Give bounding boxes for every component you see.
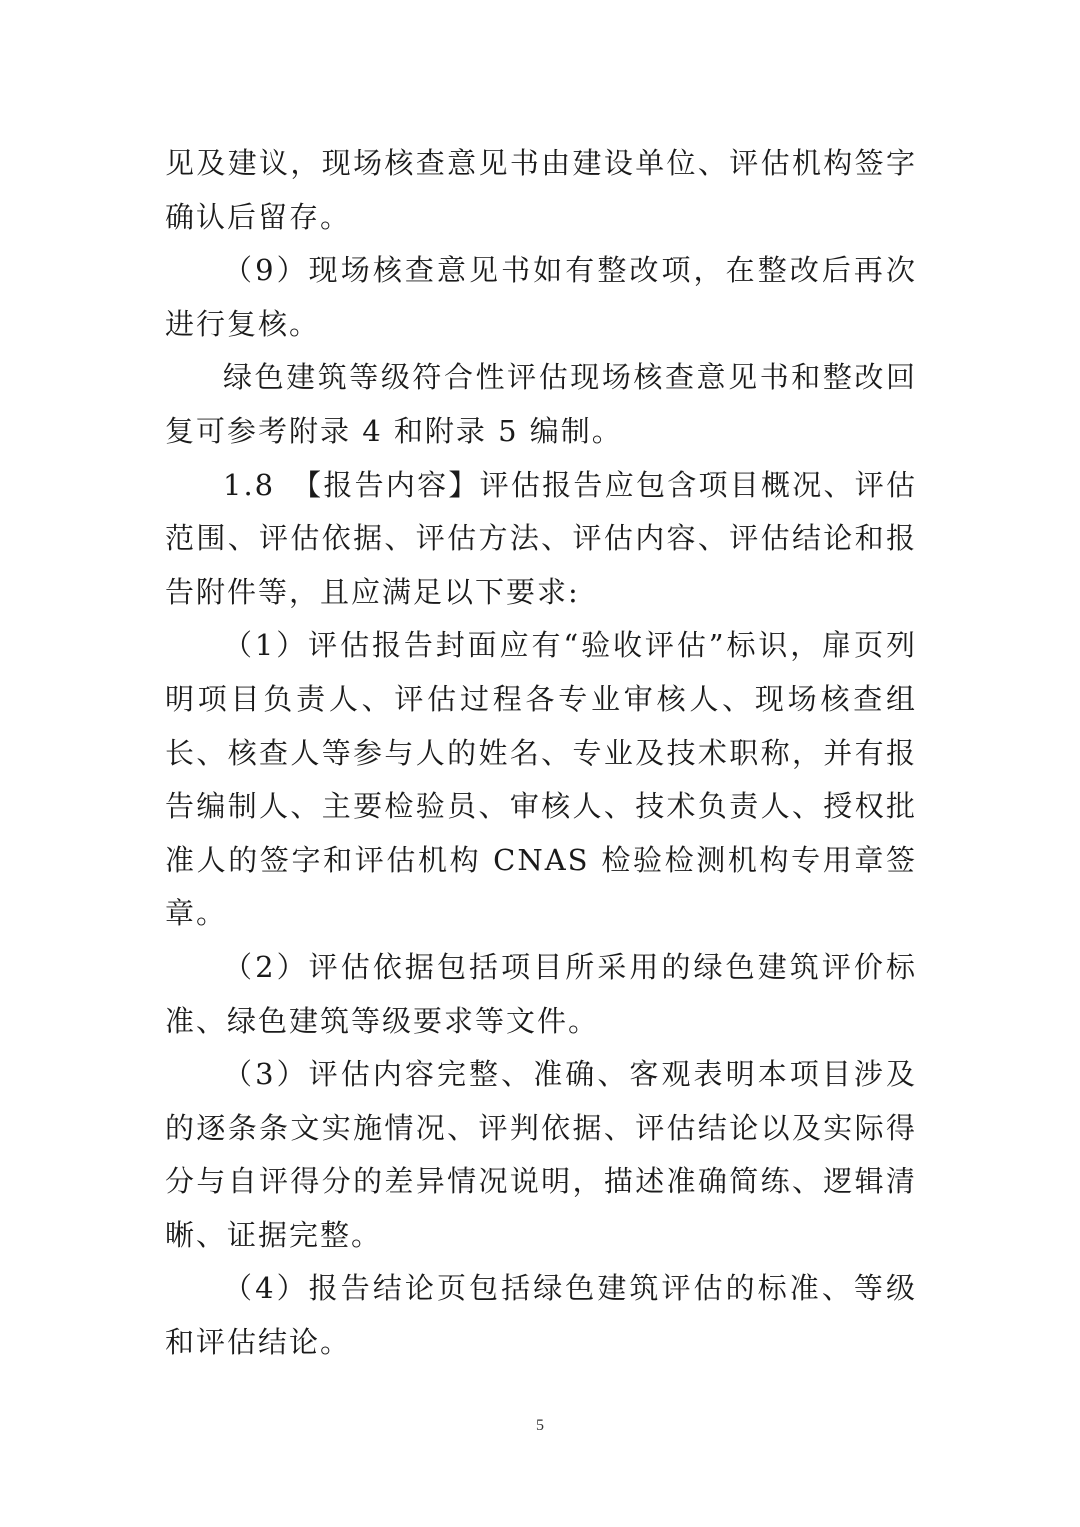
document-body: [165, 137, 917, 1370]
paragraph-item-4: （4）报告结论页包括绿色建筑评估的标准、等级和评估结论。: [165, 1271, 917, 1360]
paragraph-appendix-reference: 绿色建筑等级符合性评估现场核查意见书和整改回复可参考附录 4 和附录 5 编制。: [165, 360, 917, 448]
page-number: 5: [536, 1417, 544, 1434]
paragraph-item-9: （9）现场核查意见书如有整改项，在整改后再次进行复核。: [165, 253, 917, 341]
paragraph-item-3: （3）评估内容完整、准确、客观表明本项目涉及的逐条条文实施情况、评判依据、评估结论以及实际得分与自评得分的差异情况说明，描述准确简练、逻辑清晰、证据完整。: [165, 1057, 917, 1252]
section-1-8-report-content: 1.8 【报告内容】评估报告应包含项目概况、评估范围、评估依据、评估方法、评估内容、评估结论和报告附件等，且应满足以下要求:: [165, 467, 917, 609]
paragraph-continuation: 见及建议，现场核查意见书由建设单位、评估机构签字确认后留存。: [165, 146, 917, 234]
paragraph-item-2: （2）评估依据包括项目所采用的绿色建筑评价标准、绿色建筑等级要求等文件。: [165, 949, 917, 1038]
paragraph-item-1: （1）评估报告封面应有“验收评估”标识，扉页列明项目负责人、评估过程各专业审核人、现场核查组长、核查人等参与人的姓名、专业及技术职称，并有报告编制人、主要检验员、审核人、技术负责人、授权批准人的签字和评估机构 CNAS 检验检测机构专用章签章。: [165, 628, 917, 931]
